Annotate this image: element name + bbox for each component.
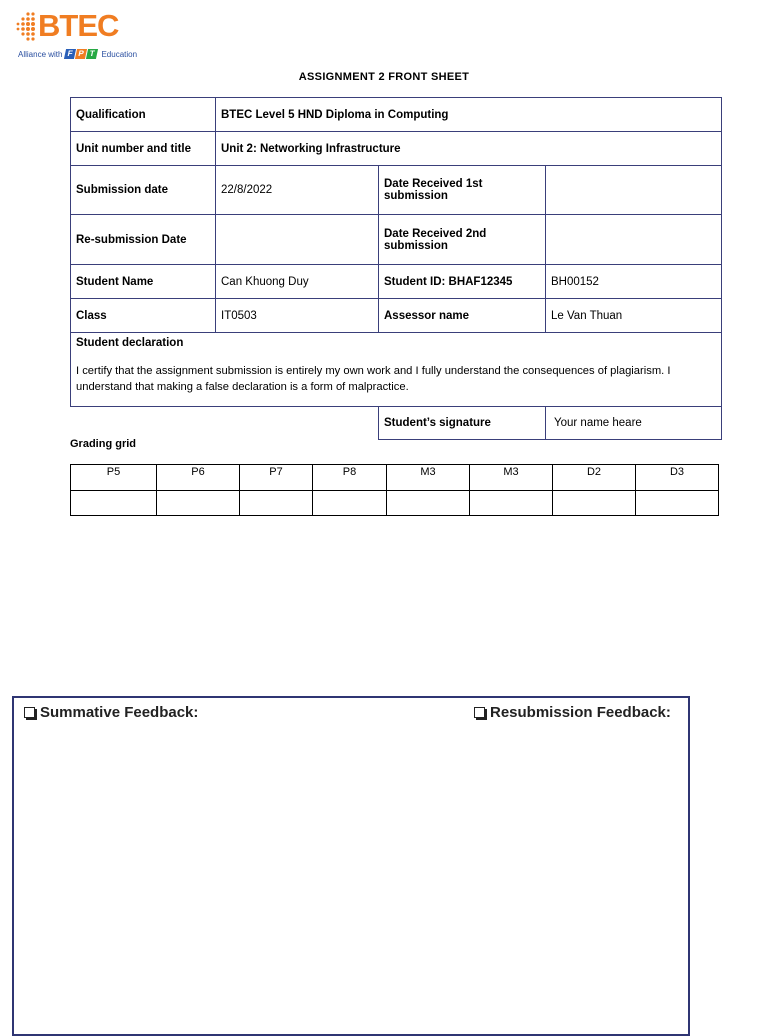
signature-value[interactable]: Your name heare xyxy=(546,407,722,440)
student-name-value[interactable]: Can Khuong Duy xyxy=(216,265,379,299)
table-row xyxy=(71,215,722,265)
grading-header-row xyxy=(71,465,719,491)
table-row xyxy=(71,407,722,440)
qualification-label: Qualification xyxy=(71,98,216,132)
grade-value[interactable] xyxy=(157,491,240,516)
btec-logo xyxy=(14,8,154,66)
submission-date-value[interactable]: 22/8/2022 xyxy=(216,166,379,215)
resubmission-feedback-option[interactable] xyxy=(474,704,671,721)
declaration-heading: Student declaration xyxy=(76,337,184,349)
grade-value[interactable] xyxy=(387,491,470,516)
signature-label: Student’s signature xyxy=(379,407,546,440)
grade-header: P8 xyxy=(313,465,387,491)
date-received-1-label: Date Received 1st submission xyxy=(379,166,546,215)
table-row xyxy=(71,333,722,407)
grade-header: P5 xyxy=(71,465,157,491)
unit-value: Unit 2: Networking Infrastructure xyxy=(216,132,722,166)
alliance-suffix: Education xyxy=(101,49,138,59)
qualification-value: BTEC Level 5 HND Diploma in Computing xyxy=(216,98,722,132)
student-id-value[interactable]: BH00152 xyxy=(546,265,722,299)
table-row xyxy=(71,299,722,333)
summative-feedback-option[interactable] xyxy=(24,704,198,721)
grade-header: P6 xyxy=(157,465,240,491)
grading-value-row xyxy=(71,491,719,516)
fpt-letter: F xyxy=(64,49,76,59)
table-row xyxy=(71,265,722,299)
grade-value[interactable] xyxy=(553,491,636,516)
grade-header: D2 xyxy=(553,465,636,491)
grading-grid xyxy=(70,464,719,516)
class-label: Class xyxy=(71,299,216,333)
grade-value[interactable] xyxy=(470,491,553,516)
logo-dots-icon xyxy=(14,10,38,44)
grade-header: M3 xyxy=(387,465,470,491)
grade-value[interactable] xyxy=(313,491,387,516)
resubmission-date-value[interactable] xyxy=(216,215,379,265)
logo-brand-text: BTEC xyxy=(38,8,119,43)
assessor-label: Assessor name xyxy=(379,299,546,333)
table-row xyxy=(71,166,722,215)
fpt-letter: P xyxy=(75,49,87,59)
table-row xyxy=(71,132,722,166)
feedback-box xyxy=(12,696,690,1036)
unit-label: Unit number and title xyxy=(71,132,216,166)
table-row xyxy=(71,98,722,132)
summative-feedback-label: Summative Feedback: xyxy=(40,704,199,721)
date-received-2-label: Date Received 2nd submission xyxy=(379,215,546,265)
logo-alliance-line xyxy=(18,49,137,59)
empty-cell xyxy=(71,407,379,440)
checkbox-icon[interactable] xyxy=(474,707,485,718)
grade-value[interactable] xyxy=(636,491,719,516)
grade-value[interactable] xyxy=(71,491,157,516)
checkbox-icon[interactable] xyxy=(24,707,35,718)
page-title: ASSIGNMENT 2 FRONT SHEET xyxy=(298,71,470,83)
date-received-2-value[interactable] xyxy=(546,215,722,265)
declaration-cell xyxy=(71,333,722,407)
grade-header: D3 xyxy=(636,465,719,491)
grading-grid-label: Grading grid xyxy=(70,438,136,450)
fpt-letter: T xyxy=(86,49,98,59)
submission-date-label: Submission date xyxy=(71,166,216,215)
resubmission-feedback-label: Resubmission Feedback: xyxy=(490,704,671,721)
front-sheet-table xyxy=(70,97,722,440)
student-id-label: Student ID: BHAF12345 xyxy=(379,265,546,299)
declaration-text: I certify that the assignment submission is entirely my own work and I fully understand the consequences of plagiarism. I understand that making a false declaration is a form of malpractice. xyxy=(76,365,671,393)
student-name-label: Student Name xyxy=(71,265,216,299)
grade-value[interactable] xyxy=(240,491,313,516)
alliance-prefix: Alliance with xyxy=(18,49,63,59)
class-value[interactable]: IT0503 xyxy=(216,299,379,333)
resubmission-date-label: Re-submission Date xyxy=(71,215,216,265)
date-received-1-value[interactable] xyxy=(546,166,722,215)
fpt-logo xyxy=(65,49,98,59)
grade-header: M3 xyxy=(470,465,553,491)
assessor-value[interactable]: Le Van Thuan xyxy=(546,299,722,333)
grade-header: P7 xyxy=(240,465,313,491)
